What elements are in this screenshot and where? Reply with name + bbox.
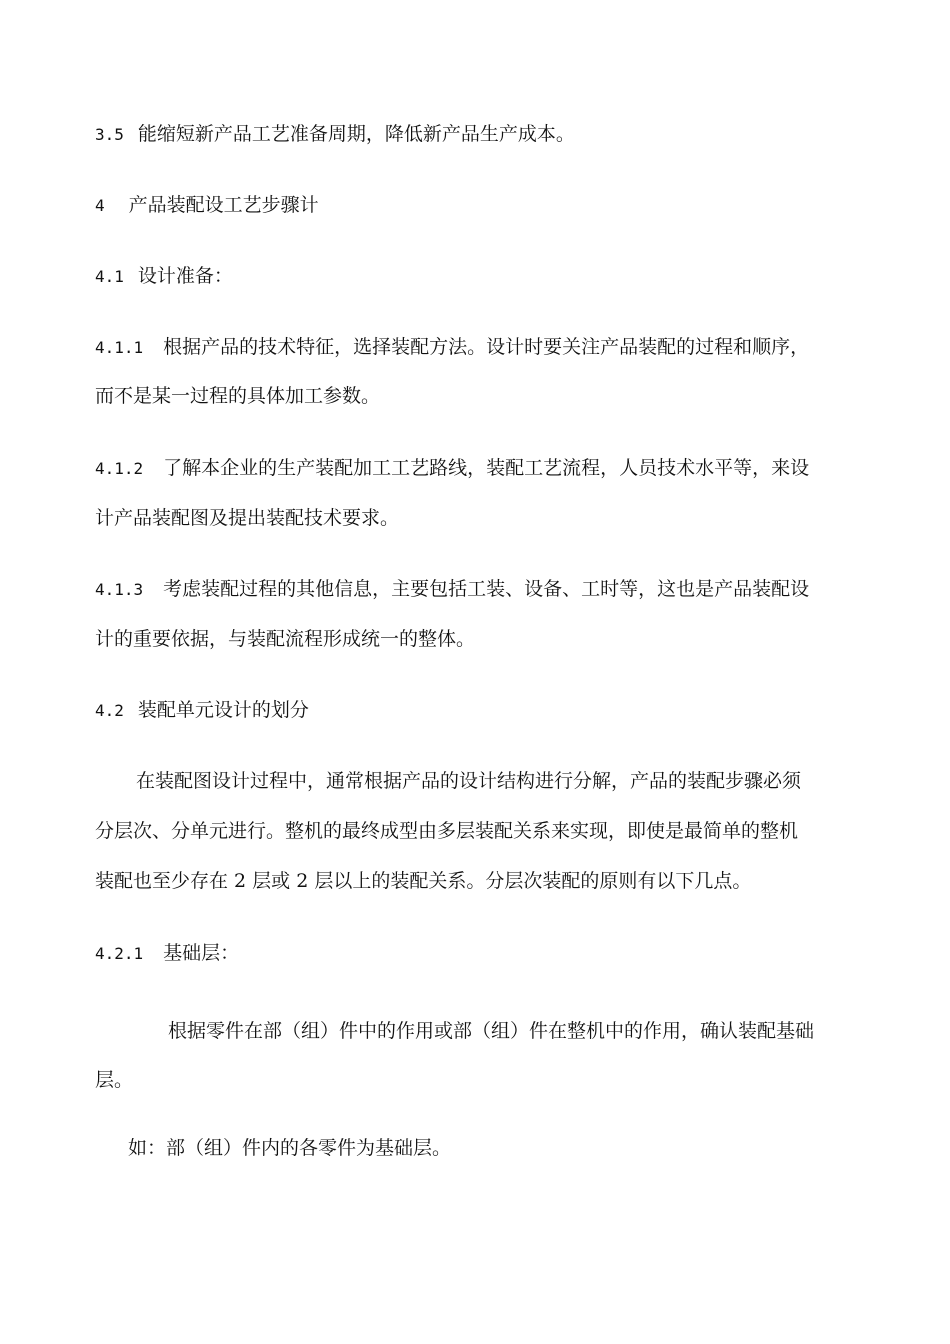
section-title: 装配单元设计的划分 — [137, 699, 309, 721]
section-4-2-1-heading — [95, 941, 239, 966]
paragraph-line — [95, 869, 751, 893]
paragraph-line — [136, 769, 801, 793]
paragraph-text: 装配也至少存在 2 层或 2 层以上的装配关系。分层次装配的原则有以下几点。 — [95, 870, 752, 892]
section-number: 4.2.1 — [95, 944, 144, 963]
section-number: 4 — [95, 196, 105, 215]
item-4-1-2 — [95, 456, 809, 481]
example-text: 如：部（组）件内的各零件为基础层。 — [128, 1137, 452, 1159]
paragraph-line — [168, 1019, 814, 1043]
item-4-1-1 — [95, 335, 809, 360]
section-number: 4.2 — [95, 701, 124, 720]
section-number: 4.1 — [95, 267, 124, 286]
section-4-1-heading — [95, 264, 233, 289]
item-text: 根据产品的技术特征，选择装配方法。设计时要关注产品装配的过程和顺序， — [163, 336, 810, 358]
example-line — [128, 1136, 451, 1160]
section-4-2-heading — [95, 698, 309, 723]
item-4-1-3-continued — [95, 627, 475, 651]
item-4-1-2-continued — [95, 506, 399, 530]
section-title: 产品装配设工艺步骤计 — [128, 194, 319, 216]
section-number: 3.5 — [95, 125, 124, 144]
section-number: 4.1.2 — [95, 459, 144, 478]
section-title: 基础层： — [163, 942, 240, 964]
section-title: 设计准备： — [137, 265, 233, 287]
paragraph-line — [95, 819, 798, 843]
section-number: 4.1.1 — [95, 338, 144, 357]
item-4-1-3 — [95, 577, 809, 602]
paragraph-line — [95, 1068, 133, 1092]
item-text: 计产品装配图及提出装配技术要求。 — [95, 507, 400, 529]
item-text: 能缩短新产品工艺准备周期，降低新产品生产成本。 — [137, 123, 575, 145]
item-3-5 — [95, 122, 575, 147]
paragraph-text: 在装配图设计过程中，通常根据产品的设计结构进行分解，产品的装配步骤必须 — [136, 770, 802, 792]
section-number: 4.1.3 — [95, 580, 144, 599]
item-text: 考虑装配过程的其他信息，主要包括工装、设备、工时等，这也是产品装配设 — [163, 578, 810, 600]
paragraph-text: 根据零件在部（组）件中的作用或部（组）件在整机中的作用，确认装配基础 — [168, 1020, 815, 1042]
paragraph-text: 分层次、分单元进行。整机的最终成型由多层装配关系来实现，即使是最简单的整机 — [95, 820, 799, 842]
item-4-1-1-continued — [95, 384, 380, 408]
item-text: 计的重要依据，与装配流程形成统一的整体。 — [95, 628, 476, 650]
item-text: 了解本企业的生产装配加工工艺路线，装配工艺流程，人员技术水平等，来设 — [163, 457, 810, 479]
item-text: 而不是某一过程的具体加工参数。 — [95, 385, 381, 407]
paragraph-text: 层。 — [95, 1069, 134, 1091]
section-4-heading — [95, 193, 319, 218]
